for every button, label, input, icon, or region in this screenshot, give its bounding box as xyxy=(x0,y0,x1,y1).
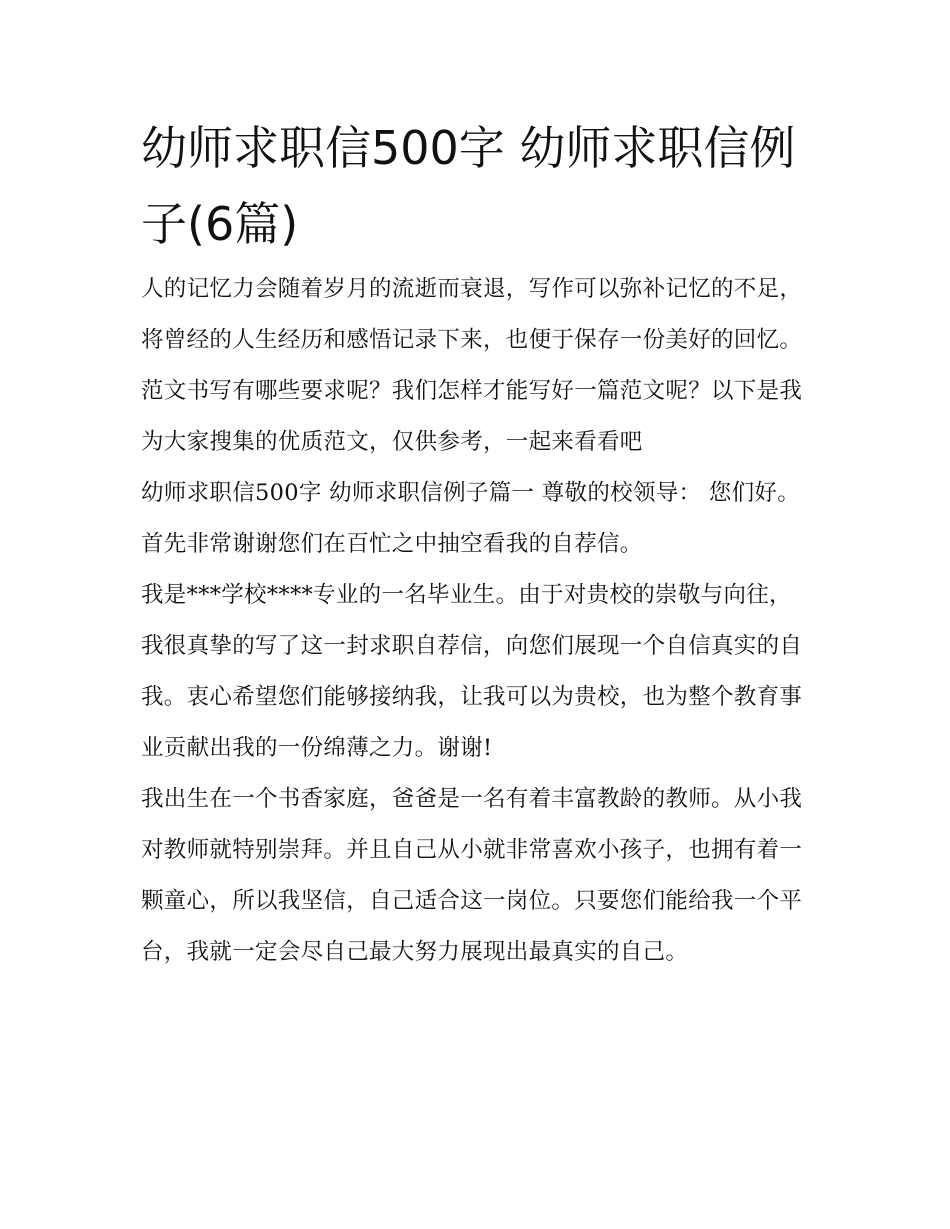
self-introduction-paragraph: 我是***学校****专业的一名毕业生。由于对贵校的崇敬与向往，我很真挚的写了这一封求职自荐信，向您们展现一个自信真实的自我。衷心希望您们能够接纳我，让我可以为贵校，也为整个教育事业贡献出我的一份绵薄之力。谢谢! xyxy=(141,582,803,761)
document-content xyxy=(141,110,813,978)
intro-paragraph: 人的记忆力会随着岁月的流逝而衰退，写作可以弥补记忆的不足，将曾经的人生经历和感悟记录下来，也便于保存一份美好的回忆。范文书写有哪些要求呢？我们怎样才能写好一篇范文呢？以下是我为大家搜集的优质范文，仅供参考，一起来看看吧 xyxy=(141,276,803,455)
letter-greeting-paragraph: 幼师求职信500字 幼师求职信例子篇一 尊敬的校领导： 您们好。 首先非常谢谢您们在百忙之中抽空看我的自荐信。 xyxy=(141,480,801,557)
document-title: 幼师求职信500字 幼师求职信例子(6篇) xyxy=(141,121,796,251)
background-paragraph: 我出生在一个书香家庭，爸爸是一名有着丰富教龄的教师。从小我对教师就特别崇拜。并且自己从小就非常喜欢小孩子，也拥有着一颗童心，所以我坚信，自己适合这一岗位。只要您们能给我一个平台，我就一定会尽自己最大努力展现出最真实的自己。 xyxy=(141,786,803,965)
